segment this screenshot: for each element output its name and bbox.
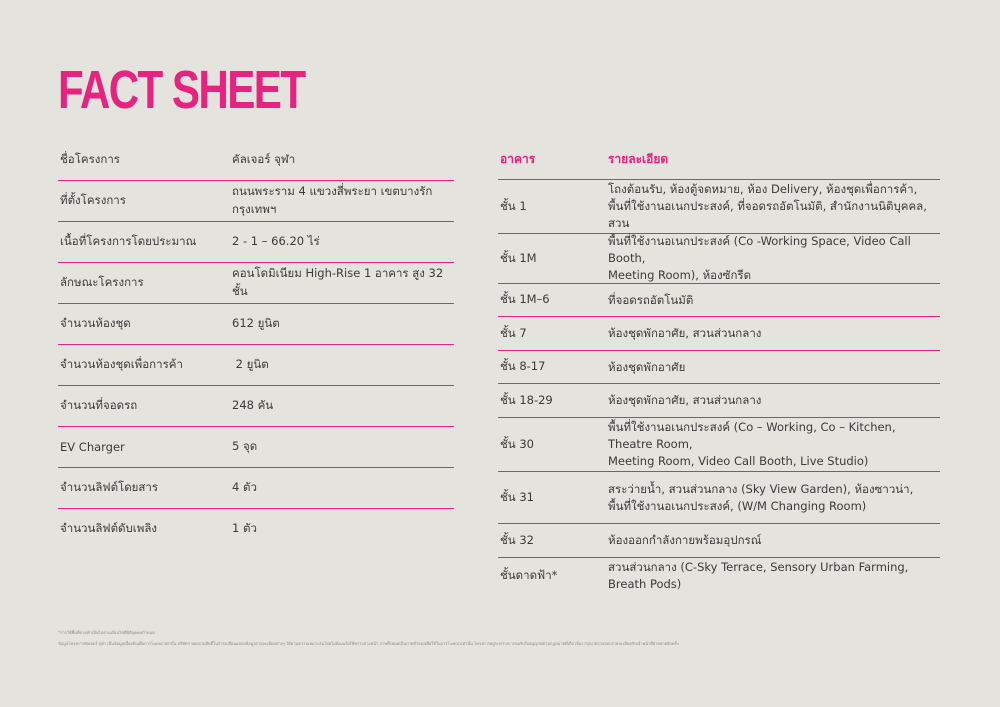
fact-label: จำนวนที่จอดรถ <box>60 398 138 412</box>
floor-label: ชั้น 1M <box>500 250 537 265</box>
fact-label: จำนวนลิฟต์ดับเพลิง <box>60 521 157 535</box>
floor-label: ชั้นดาดฟ้า* <box>500 568 558 582</box>
floor-row <box>498 472 940 524</box>
fact-value: คัลเจอร์ จุฬา <box>232 152 296 166</box>
floor-label: ชั้น 30 <box>500 436 534 451</box>
floor-label: ชั้น 31 <box>500 489 534 504</box>
floor-details <box>608 181 940 232</box>
floor-label: ชั้น 7 <box>500 325 527 340</box>
table-header <box>498 140 940 180</box>
fact-value: 248 คัน <box>232 398 274 412</box>
fact-label: จำนวนห้องชุดเพื่อการค้า <box>60 357 183 371</box>
floor-row <box>498 558 940 594</box>
floor-row <box>498 180 940 234</box>
fact-label: ที่ตั้งโครงการ <box>60 193 126 207</box>
details-line: โถงต้อนรับ, ห้องตู้จดหมาย, ห้อง Delivery, ห้องชุดเพื่อการค้า, <box>608 182 918 196</box>
page-title: FACT SHEET <box>58 60 305 120</box>
footnotes <box>58 630 942 647</box>
floor-details <box>608 481 940 515</box>
details-line: พื้นที่ใช้งานอเนกประสงค์ (Co – Working, Co – Kitchen, Theatre Room, <box>608 420 896 451</box>
fact-value: ถนนพระราม 4 แขวงสี่พระยา เขตบางรัก กรุงเทพฯ <box>232 184 433 216</box>
floor-details <box>608 419 940 470</box>
footnote-short: *การใช้พื้นที่ดาดฟ้าเป็นไปตามเงื่อนไขที่นิติบุคคลกำหนด <box>58 630 155 635</box>
floor-label: ชั้น 32 <box>500 532 534 547</box>
floor-label: ชั้น 1 <box>500 198 527 213</box>
floor-details: ที่จอดรถอัตโนมัติ <box>608 292 694 307</box>
fact-value: 4 ตัว <box>232 480 257 494</box>
fact-row <box>58 222 454 263</box>
floor-details: ห้องชุดพักอาศัย <box>608 359 686 374</box>
fact-label: EV Charger <box>60 440 125 454</box>
header-details: รายละเอียด <box>608 152 669 166</box>
header-building: อาคาร <box>500 152 536 166</box>
floor-details: สวนส่วนกลาง (C-Sky Terrace, Sensory Urban Farming, Breath Pods) <box>608 560 909 591</box>
floor-row <box>498 317 940 351</box>
floor-label: ชั้น 18-29 <box>500 392 553 407</box>
floor-label: ชั้น 8-17 <box>500 359 546 373</box>
fact-row <box>58 468 454 509</box>
fact-label: จำนวนลิฟต์โดยสาร <box>60 480 159 494</box>
fact-label: ชื่อโครงการ <box>60 152 120 166</box>
floor-details: ห้องชุดพักอาศัย, สวนส่วนกลาง <box>608 393 762 407</box>
fact-row <box>58 304 454 345</box>
building-details-table <box>498 140 940 594</box>
fact-value: 612 ยูนิต <box>232 316 280 330</box>
fact-value: 1 ตัว <box>232 521 257 535</box>
floor-row <box>498 351 940 384</box>
fact-value: คอนโดมิเนียม High-Rise 1 อาคาร สูง 32 ชั้น <box>232 266 444 298</box>
floor-row <box>498 234 940 284</box>
floor-details <box>608 233 940 284</box>
floor-label: ชั้น 1M–6 <box>500 292 550 306</box>
fact-value: 2 - 1 – 66.20 ไร่ <box>232 234 320 248</box>
details-line: Meeting Room), ห้องซักรีด <box>608 268 752 282</box>
fact-row <box>58 181 454 222</box>
details-line: สระว่ายน้ำ, สวนส่วนกลาง (Sky View Garden), ห้องซาวน่า, <box>608 481 914 496</box>
fact-value: 5 จุด <box>232 439 258 453</box>
details-line: พื้นที่ใช้งานอเนกประสงค์, ที่จอดรถอัตโนมัติ, สำนักงานนิติบุคคล, สวน <box>608 199 927 230</box>
floor-row <box>498 284 940 317</box>
floor-row <box>498 418 940 472</box>
details-line: พื้นที่ใช้งานอเนกประสงค์ (Co -Working Space, Video Call Booth, <box>608 234 911 265</box>
fact-label: ลักษณะโครงการ <box>60 275 144 289</box>
floor-details: ห้องออกกำลังกายพร้อมอุปกรณ์ <box>608 533 762 547</box>
fact-row <box>58 509 454 549</box>
fact-value: 2 ยูนิต <box>232 357 269 371</box>
floor-row <box>498 384 940 418</box>
fact-label: จำนวนห้องชุด <box>60 316 131 330</box>
floor-details: ห้องชุดพักอาศัย, สวนส่วนกลาง <box>608 326 762 340</box>
details-line: Meeting Room, Video Call Booth, Live Studio) <box>608 454 869 468</box>
fact-row <box>58 386 454 427</box>
footnote-disclaimer: ข้อมูลโครงการคัลเจอร์ จุฬา เป็นข้อมูลเบื้องต้นเพื่อการโฆษณาเท่านั้น บริษัทฯ ขอสงวนสิทธิ์ในการเปลี่ยนแปลงข้อมูลรายละเอียดต่างๆ ได้ตามความเหมาะสมโดยไม่ต้องแจ้งให้ทราบล่วงหน้า ภาพทั้งหมดเป็นภาพจำลองเพื่อใช้ในการโฆษณาเท่านั้น โครงการอยู่ระหว่างการขอรับใบอนุญาตตามกฎหมายที่เกี่ยวข้อง กรุณาตรวจสอบรายละเอียดกับเจ้าหน้าที่ฝ่ายขายอีกครั้ง <box>58 641 679 646</box>
floor-row <box>498 524 940 558</box>
fact-row <box>58 427 454 468</box>
details-line: พื้นที่ใช้งานอเนกประสงค์, (W/M Changing Room) <box>608 498 867 513</box>
project-facts-table <box>58 140 454 549</box>
fact-label: เนื้อที่โครงการโดยประมาณ <box>60 234 197 248</box>
fact-row <box>58 345 454 386</box>
fact-row <box>58 263 454 304</box>
fact-row <box>58 140 454 181</box>
